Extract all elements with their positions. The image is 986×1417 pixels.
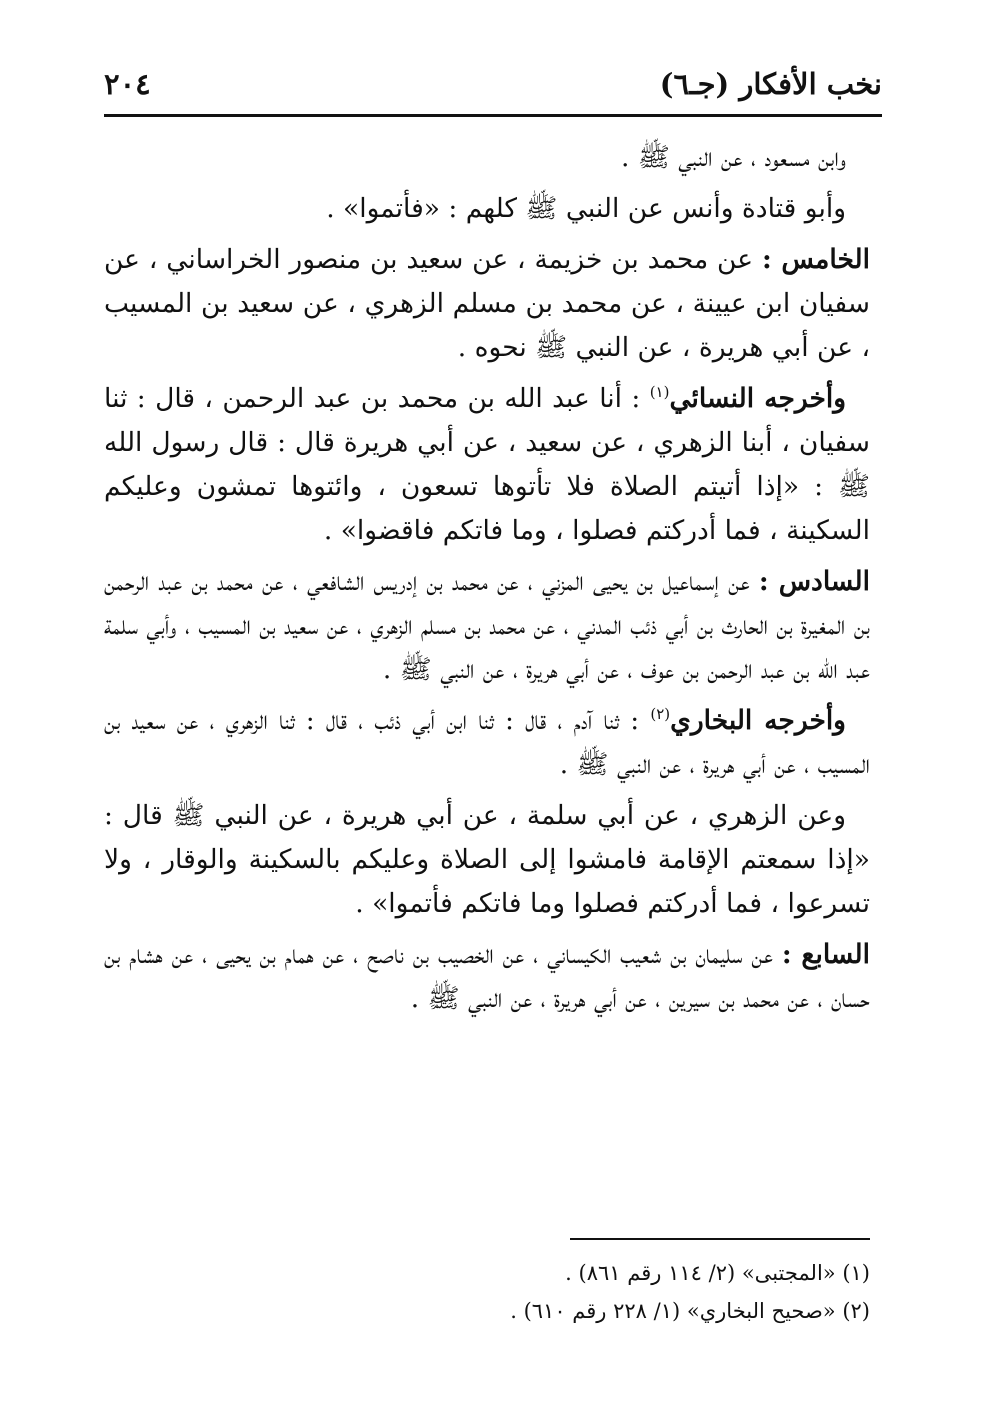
- page-body: [104, 136, 870, 1028]
- paragraph: [104, 794, 870, 926]
- page-header: [104, 62, 882, 106]
- paragraph: [104, 187, 870, 231]
- header-rule: [104, 114, 882, 117]
- book-title: نخب الأفكار (جـ٦): [659, 67, 882, 101]
- footnote: (١) «المجتبى» (٢/ ١١٤ رقم ٨٦١) .: [565, 1261, 870, 1285]
- paragraph-text: عن سليمان بن شعيب الكيساني ، عن الخصيب بن ناصح ، عن همام بن يحيى ، عن هشام بن حسان ، عن محمد بن سيرين ، عن أبي هريرة ، عن النبي ﷺ .: [104, 939, 870, 1014]
- footnote: (٢) «صحيح البخاري» (١/ ٢٢٨ رقم ٦١٠) .: [510, 1299, 870, 1323]
- paragraph: [104, 699, 870, 787]
- paragraph: [104, 933, 870, 1021]
- footnote-rule: [570, 1238, 870, 1240]
- paragraph-lead: وأخرجه البخاري: [670, 705, 846, 736]
- paragraph-lead: السادس :: [758, 566, 870, 597]
- paragraph-text: وعن الزهري ، عن أبي سلمة ، عن أبي هريرة ، عن النبي ﷺ قال : «إذا سمعتم الإقامة فامشوا إلى الصلاة وعليكم بالسكينة والوقار ، ولا تسرعوا ، فما أدركتم فصلوا وما فاتكم فأتموا» .: [104, 800, 870, 919]
- paragraph: [104, 238, 870, 370]
- paragraph-lead: وأخرجه النسائي: [669, 383, 846, 414]
- footnote-ref[interactable]: (١): [649, 383, 670, 402]
- paragraph-lead: السابع :: [781, 939, 870, 970]
- paragraph-text: : ثنا آدم ، قال : ثنا ابن أبي ذئب ، قال : ثنا الزهري ، عن سعيد بن المسيب ، عن أبي هريرة ، عن النبي ﷺ .: [104, 705, 870, 780]
- paragraph-text: عن إسماعيل بن يحيى المزني ، عن محمد بن إدريس الشافعي ، عن محمد بن عبد الرحمن بن المغيرة بن الحارث بن أبي ذئب المدني ، عن محمد بن مسلم الزهري ، عن سعيد بن المسيب ، وأبي سلمة عبد الله بن عبد الرحمن بن عوف ، عن أبي هريرة ، عن النبي ﷺ .: [104, 566, 870, 685]
- paragraph-lead: الخامس :: [761, 244, 870, 275]
- footnotes: [104, 1254, 870, 1330]
- paragraph-text: : أنا عبد الله بن محمد بن عبد الرحمن ، قال : ثنا سفيان ، أبنا الزهري ، عن سعيد ، عن أبي هريرة قال : قال رسول الله ﷺ : «إذا أتيتم الصلاة فلا تأتوها تسعون ، وائتوها تمشون وعليكم السكينة ، فما أدركتم فصلوا ، وما فاتكم فاقضوا» .: [104, 383, 870, 546]
- footnote-ref[interactable]: (٢): [650, 705, 671, 724]
- paragraph: [104, 560, 870, 692]
- page-number: ٢٠٤: [104, 67, 151, 101]
- paragraph-text: وأبو قتادة وأنس عن النبي ﷺ كلهم : «فأتموا» .: [326, 193, 846, 224]
- paragraph-text: عن محمد بن خزيمة ، عن سعيد بن منصور الخراساني ، عن سفيان ابن عيينة ، عن محمد بن مسلم الزهري ، عن سعيد بن المسيب ، عن أبي هريرة ، عن النبي ﷺ نحوه .: [104, 244, 870, 363]
- paragraph: [104, 377, 870, 553]
- paragraph: [104, 136, 870, 180]
- paragraph-text: وابن مسعود ، عن النبي ﷺ .: [620, 142, 846, 173]
